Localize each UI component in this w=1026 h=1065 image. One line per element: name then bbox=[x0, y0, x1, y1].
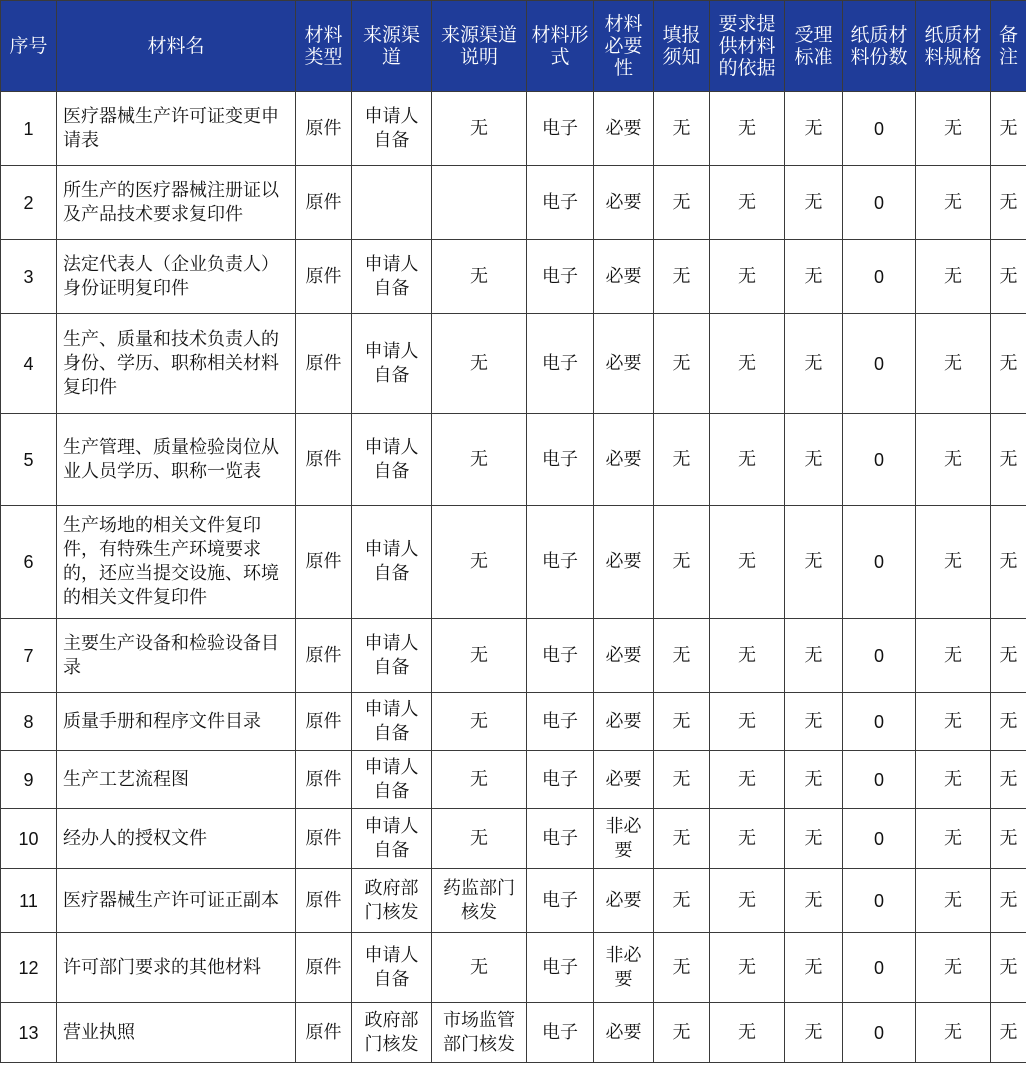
cell-material-name: 主要生产设备和检验设备目录 bbox=[57, 619, 296, 693]
cell-channel-desc: 药监部门核发 bbox=[432, 869, 527, 933]
col-header-seq: 序号 bbox=[1, 1, 57, 92]
cell-fill-notes: 无 bbox=[654, 240, 710, 314]
col-header-necessity: 材料必要性 bbox=[594, 1, 654, 92]
cell-paper-spec: 无 bbox=[916, 869, 991, 933]
cell-seq: 3 bbox=[1, 240, 57, 314]
cell-material-form: 电子 bbox=[527, 751, 594, 809]
col-header-name: 材料名 bbox=[57, 1, 296, 92]
cell-source-channel: 申请人自备 bbox=[352, 506, 432, 619]
cell-source-channel: 申请人自备 bbox=[352, 693, 432, 751]
col-header-basis: 要求提供材料的依据 bbox=[710, 1, 785, 92]
header-row bbox=[1, 1, 1026, 92]
cell-basis: 无 bbox=[710, 869, 785, 933]
cell-material-form: 电子 bbox=[527, 166, 594, 240]
cell-source-channel: 申请人自备 bbox=[352, 240, 432, 314]
cell-basis: 无 bbox=[710, 693, 785, 751]
cell-remark: 无 bbox=[991, 751, 1026, 809]
cell-remark: 无 bbox=[991, 619, 1026, 693]
cell-paper-spec: 无 bbox=[916, 693, 991, 751]
cell-source-channel: 政府部门核发 bbox=[352, 869, 432, 933]
cell-source-channel: 申请人自备 bbox=[352, 414, 432, 506]
cell-material-name: 质量手册和程序文件目录 bbox=[57, 693, 296, 751]
cell-material-name: 医疗器械生产许可证正副本 bbox=[57, 869, 296, 933]
cell-paper-spec: 无 bbox=[916, 166, 991, 240]
cell-material-type: 原件 bbox=[296, 693, 352, 751]
cell-material-type: 原件 bbox=[296, 314, 352, 414]
cell-paper-copies: 0 bbox=[843, 809, 916, 869]
cell-paper-copies: 0 bbox=[843, 240, 916, 314]
cell-acceptance-standard: 无 bbox=[785, 1003, 843, 1063]
cell-remark: 无 bbox=[991, 693, 1026, 751]
cell-seq: 5 bbox=[1, 414, 57, 506]
table-row bbox=[1, 693, 1026, 751]
cell-material-type: 原件 bbox=[296, 92, 352, 166]
cell-channel-desc: 无 bbox=[432, 506, 527, 619]
cell-acceptance-standard: 无 bbox=[785, 506, 843, 619]
cell-basis: 无 bbox=[710, 240, 785, 314]
cell-material-form: 电子 bbox=[527, 506, 594, 619]
col-header-spec: 纸质材料规格 bbox=[916, 1, 991, 92]
cell-seq: 7 bbox=[1, 619, 57, 693]
cell-material-form: 电子 bbox=[527, 314, 594, 414]
cell-remark: 无 bbox=[991, 1003, 1026, 1063]
cell-material-form: 电子 bbox=[527, 240, 594, 314]
cell-material-name: 医疗器械生产许可证变更申请表 bbox=[57, 92, 296, 166]
cell-channel-desc: 无 bbox=[432, 92, 527, 166]
cell-necessity: 必要 bbox=[594, 751, 654, 809]
table-row bbox=[1, 619, 1026, 693]
cell-seq: 12 bbox=[1, 933, 57, 1003]
cell-necessity: 必要 bbox=[594, 240, 654, 314]
cell-acceptance-standard: 无 bbox=[785, 166, 843, 240]
cell-material-type: 原件 bbox=[296, 414, 352, 506]
cell-channel-desc: 无 bbox=[432, 619, 527, 693]
col-header-type: 材料类型 bbox=[296, 1, 352, 92]
cell-basis: 无 bbox=[710, 314, 785, 414]
cell-necessity: 必要 bbox=[594, 314, 654, 414]
cell-remark: 无 bbox=[991, 869, 1026, 933]
cell-channel-desc: 无 bbox=[432, 414, 527, 506]
table-row bbox=[1, 166, 1026, 240]
cell-necessity: 必要 bbox=[594, 619, 654, 693]
cell-paper-copies: 0 bbox=[843, 693, 916, 751]
cell-material-type: 原件 bbox=[296, 506, 352, 619]
cell-material-form: 电子 bbox=[527, 619, 594, 693]
table-row bbox=[1, 751, 1026, 809]
cell-material-form: 电子 bbox=[527, 693, 594, 751]
table-row bbox=[1, 314, 1026, 414]
cell-material-type: 原件 bbox=[296, 751, 352, 809]
cell-remark: 无 bbox=[991, 166, 1026, 240]
cell-paper-spec: 无 bbox=[916, 619, 991, 693]
cell-remark: 无 bbox=[991, 506, 1026, 619]
table-row bbox=[1, 869, 1026, 933]
cell-material-form: 电子 bbox=[527, 933, 594, 1003]
cell-source-channel bbox=[352, 166, 432, 240]
cell-material-name: 所生产的医疗器械注册证以及产品技术要求复印件 bbox=[57, 166, 296, 240]
cell-material-name: 法定代表人（企业负责人）身份证明复印件 bbox=[57, 240, 296, 314]
cell-basis: 无 bbox=[710, 92, 785, 166]
cell-basis: 无 bbox=[710, 751, 785, 809]
cell-material-type: 原件 bbox=[296, 809, 352, 869]
cell-seq: 6 bbox=[1, 506, 57, 619]
col-header-standard: 受理标准 bbox=[785, 1, 843, 92]
cell-channel-desc: 无 bbox=[432, 314, 527, 414]
cell-fill-notes: 无 bbox=[654, 166, 710, 240]
cell-fill-notes: 无 bbox=[654, 693, 710, 751]
cell-channel-desc: 无 bbox=[432, 693, 527, 751]
cell-material-name: 生产管理、质量检验岗位从业人员学历、职称一览表 bbox=[57, 414, 296, 506]
table-row bbox=[1, 933, 1026, 1003]
cell-channel-desc: 无 bbox=[432, 751, 527, 809]
cell-paper-spec: 无 bbox=[916, 809, 991, 869]
cell-material-type: 原件 bbox=[296, 869, 352, 933]
cell-material-form: 电子 bbox=[527, 414, 594, 506]
cell-material-type: 原件 bbox=[296, 619, 352, 693]
cell-remark: 无 bbox=[991, 414, 1026, 506]
cell-necessity: 必要 bbox=[594, 414, 654, 506]
cell-fill-notes: 无 bbox=[654, 414, 710, 506]
cell-seq: 10 bbox=[1, 809, 57, 869]
cell-channel-desc: 无 bbox=[432, 809, 527, 869]
cell-acceptance-standard: 无 bbox=[785, 92, 843, 166]
cell-acceptance-standard: 无 bbox=[785, 240, 843, 314]
cell-basis: 无 bbox=[710, 933, 785, 1003]
col-header-copies: 纸质材料份数 bbox=[843, 1, 916, 92]
cell-fill-notes: 无 bbox=[654, 92, 710, 166]
cell-paper-copies: 0 bbox=[843, 92, 916, 166]
col-header-fill-notes: 填报须知 bbox=[654, 1, 710, 92]
cell-source-channel: 申请人自备 bbox=[352, 751, 432, 809]
cell-acceptance-standard: 无 bbox=[785, 809, 843, 869]
cell-source-channel: 申请人自备 bbox=[352, 809, 432, 869]
cell-material-type: 原件 bbox=[296, 166, 352, 240]
cell-channel-desc: 无 bbox=[432, 240, 527, 314]
cell-basis: 无 bbox=[710, 619, 785, 693]
cell-fill-notes: 无 bbox=[654, 809, 710, 869]
col-header-form: 材料形式 bbox=[527, 1, 594, 92]
cell-paper-copies: 0 bbox=[843, 166, 916, 240]
cell-basis: 无 bbox=[710, 414, 785, 506]
cell-material-name: 营业执照 bbox=[57, 1003, 296, 1063]
cell-material-name: 经办人的授权文件 bbox=[57, 809, 296, 869]
cell-fill-notes: 无 bbox=[654, 314, 710, 414]
cell-remark: 无 bbox=[991, 809, 1026, 869]
cell-material-name: 生产场地的相关文件复印件，有特殊生产环境要求的，还应当提交设施、环境的相关文件复印件 bbox=[57, 506, 296, 619]
cell-acceptance-standard: 无 bbox=[785, 693, 843, 751]
cell-channel-desc bbox=[432, 166, 527, 240]
cell-paper-spec: 无 bbox=[916, 240, 991, 314]
cell-seq: 11 bbox=[1, 869, 57, 933]
cell-paper-copies: 0 bbox=[843, 933, 916, 1003]
cell-paper-spec: 无 bbox=[916, 1003, 991, 1063]
cell-source-channel: 政府部门核发 bbox=[352, 1003, 432, 1063]
cell-material-form: 电子 bbox=[527, 1003, 594, 1063]
cell-remark: 无 bbox=[991, 933, 1026, 1003]
cell-channel-desc: 无 bbox=[432, 933, 527, 1003]
cell-material-name: 生产、质量和技术负责人的身份、学历、职称相关材料复印件 bbox=[57, 314, 296, 414]
cell-material-form: 电子 bbox=[527, 809, 594, 869]
cell-acceptance-standard: 无 bbox=[785, 619, 843, 693]
cell-material-type: 原件 bbox=[296, 240, 352, 314]
cell-necessity: 必要 bbox=[594, 1003, 654, 1063]
table-row bbox=[1, 1003, 1026, 1063]
cell-paper-copies: 0 bbox=[843, 751, 916, 809]
cell-fill-notes: 无 bbox=[654, 506, 710, 619]
cell-paper-spec: 无 bbox=[916, 506, 991, 619]
cell-material-name: 生产工艺流程图 bbox=[57, 751, 296, 809]
table-row bbox=[1, 414, 1026, 506]
cell-paper-spec: 无 bbox=[916, 933, 991, 1003]
cell-acceptance-standard: 无 bbox=[785, 414, 843, 506]
col-header-remark: 备注 bbox=[991, 1, 1026, 92]
cell-necessity: 必要 bbox=[594, 869, 654, 933]
cell-necessity: 非必要 bbox=[594, 809, 654, 869]
cell-source-channel: 申请人自备 bbox=[352, 619, 432, 693]
cell-remark: 无 bbox=[991, 314, 1026, 414]
cell-remark: 无 bbox=[991, 240, 1026, 314]
cell-channel-desc: 市场监管部门核发 bbox=[432, 1003, 527, 1063]
cell-paper-copies: 0 bbox=[843, 1003, 916, 1063]
col-header-channel-desc: 来源渠道说明 bbox=[432, 1, 527, 92]
cell-fill-notes: 无 bbox=[654, 619, 710, 693]
cell-seq: 8 bbox=[1, 693, 57, 751]
cell-fill-notes: 无 bbox=[654, 1003, 710, 1063]
cell-paper-copies: 0 bbox=[843, 314, 916, 414]
cell-paper-spec: 无 bbox=[916, 414, 991, 506]
cell-seq: 13 bbox=[1, 1003, 57, 1063]
cell-necessity: 必要 bbox=[594, 92, 654, 166]
cell-source-channel: 申请人自备 bbox=[352, 933, 432, 1003]
cell-source-channel: 申请人自备 bbox=[352, 314, 432, 414]
table-body bbox=[1, 92, 1026, 1063]
table-row bbox=[1, 92, 1026, 166]
cell-material-name: 许可部门要求的其他材料 bbox=[57, 933, 296, 1003]
cell-seq: 4 bbox=[1, 314, 57, 414]
cell-remark: 无 bbox=[991, 92, 1026, 166]
cell-basis: 无 bbox=[710, 166, 785, 240]
cell-acceptance-standard: 无 bbox=[785, 314, 843, 414]
cell-paper-spec: 无 bbox=[916, 751, 991, 809]
cell-necessity: 必要 bbox=[594, 166, 654, 240]
table-header bbox=[1, 1, 1026, 92]
cell-paper-copies: 0 bbox=[843, 506, 916, 619]
cell-material-form: 电子 bbox=[527, 92, 594, 166]
cell-paper-copies: 0 bbox=[843, 869, 916, 933]
cell-basis: 无 bbox=[710, 506, 785, 619]
cell-paper-spec: 无 bbox=[916, 314, 991, 414]
cell-necessity: 非必要 bbox=[594, 933, 654, 1003]
cell-material-type: 原件 bbox=[296, 933, 352, 1003]
cell-paper-spec: 无 bbox=[916, 92, 991, 166]
cell-acceptance-standard: 无 bbox=[785, 751, 843, 809]
cell-basis: 无 bbox=[710, 809, 785, 869]
cell-paper-copies: 0 bbox=[843, 414, 916, 506]
cell-fill-notes: 无 bbox=[654, 751, 710, 809]
cell-necessity: 必要 bbox=[594, 693, 654, 751]
cell-fill-notes: 无 bbox=[654, 869, 710, 933]
table-row bbox=[1, 809, 1026, 869]
cell-material-type: 原件 bbox=[296, 1003, 352, 1063]
cell-seq: 2 bbox=[1, 166, 57, 240]
col-header-channel: 来源渠道 bbox=[352, 1, 432, 92]
cell-fill-notes: 无 bbox=[654, 933, 710, 1003]
cell-material-form: 电子 bbox=[527, 869, 594, 933]
cell-seq: 9 bbox=[1, 751, 57, 809]
cell-paper-copies: 0 bbox=[843, 619, 916, 693]
table-row bbox=[1, 506, 1026, 619]
cell-necessity: 必要 bbox=[594, 506, 654, 619]
cell-seq: 1 bbox=[1, 92, 57, 166]
cell-acceptance-standard: 无 bbox=[785, 869, 843, 933]
cell-acceptance-standard: 无 bbox=[785, 933, 843, 1003]
cell-source-channel: 申请人自备 bbox=[352, 92, 432, 166]
cell-basis: 无 bbox=[710, 1003, 785, 1063]
table-row bbox=[1, 240, 1026, 314]
